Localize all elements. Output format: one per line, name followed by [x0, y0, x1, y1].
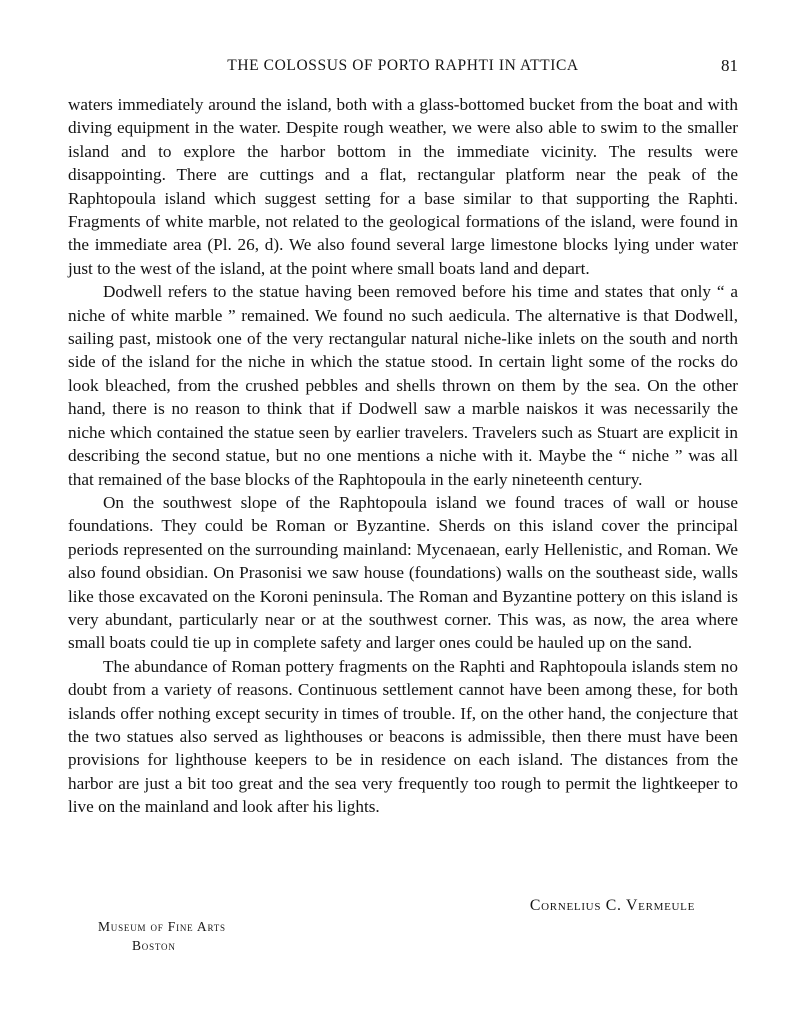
author-signature: Cornelius C. Vermeule — [529, 897, 695, 914]
paragraph-4: The abundance of Roman pottery fragments on the Raphti and Raphtopoula islands stem no doubt from a variety of reasons. Continuous settlement cannot have been among these, for both islands offer nothing except security in times of trouble. If, on the other hand, the conjecture that the two statues also served as lighthouses or beacons is admissible, then there must have been provisions for lighthouse keepers to be in residence on each island. The distances from the harbor are just a bit too great and the sea very frequently too rough to permit the lightkeeper to live on the mainland and look after his lights. — [68, 656, 738, 817]
institution-name: Museum of Fine Arts — [98, 919, 226, 934]
running-title: THE COLOSSUS OF PORTO RAPHTI IN ATTICA — [227, 57, 579, 74]
article-body — [68, 93, 738, 819]
paragraph-3: On the southwest slope of the Raphtopoula island we found traces of wall or house foundations. They could be Roman or Byzantine. Sherds on this island cover the principal periods represented on the surrounding mainland: Mycenaean, early Hellenistic, and Roman. We also found obsidian. On Prasonisi we saw house (foundations) walls on the southeast side, walls like those excavated on the Koroni peninsula. The Roman and Byzantine pottery on this island is very abundant, particularly near or at the southwest corner. This was, as now, the area where small boats could tie up in complete safety and larger ones could be hauled up on the sand. — [68, 492, 738, 653]
paragraph-1: waters immediately around the island, both with a glass-bottomed bucket from the boat and with diving equipment in the water. Despite rough weather, we were also able to swim to the smaller island and to explore the harbor bottom in the immediate vicinity. The results were disappointing. There are cuttings and a flat, rectangular platform near the peak of the Raphtopoula island which suggest setting for a base similar to that supporting the Raphti. Fragments of white marble, not related to the geological formations of the island, were found in the immediate area (Pl. 26, d). We also found several large limestone blocks lying under water just to the west of the island, at the point where small boats land and depart. — [68, 95, 738, 278]
institution-city: Boston — [132, 938, 176, 953]
page-number: 81 — [721, 56, 738, 75]
author-affiliation — [98, 917, 226, 955]
running-head — [68, 56, 738, 78]
paragraph-2: Dodwell refers to the statue having been removed before his time and states that only “ a niche of white marble ” remained. We found no such aedicula. The alternative is that Dodwell, sailing past, mistook one of the very rectangular natural niche-like inlets on the south and north side of the island for the niche in which the statue stood. In certain light some of the rocks do look bleached, from the crushed pebbles and shells thrown on them by the sea. On the other hand, there is no reason to think that if Dodwell saw a marble naiskos it was necessarily the niche which contained the statue seen by earlier travelers. Travelers such as Stuart are explicit in describing the second statue, but no one mentions a niche with it. Maybe the “ niche ” was all that remained of the base blocks of the Raphtopoula in the early nineteenth century. — [68, 282, 738, 489]
